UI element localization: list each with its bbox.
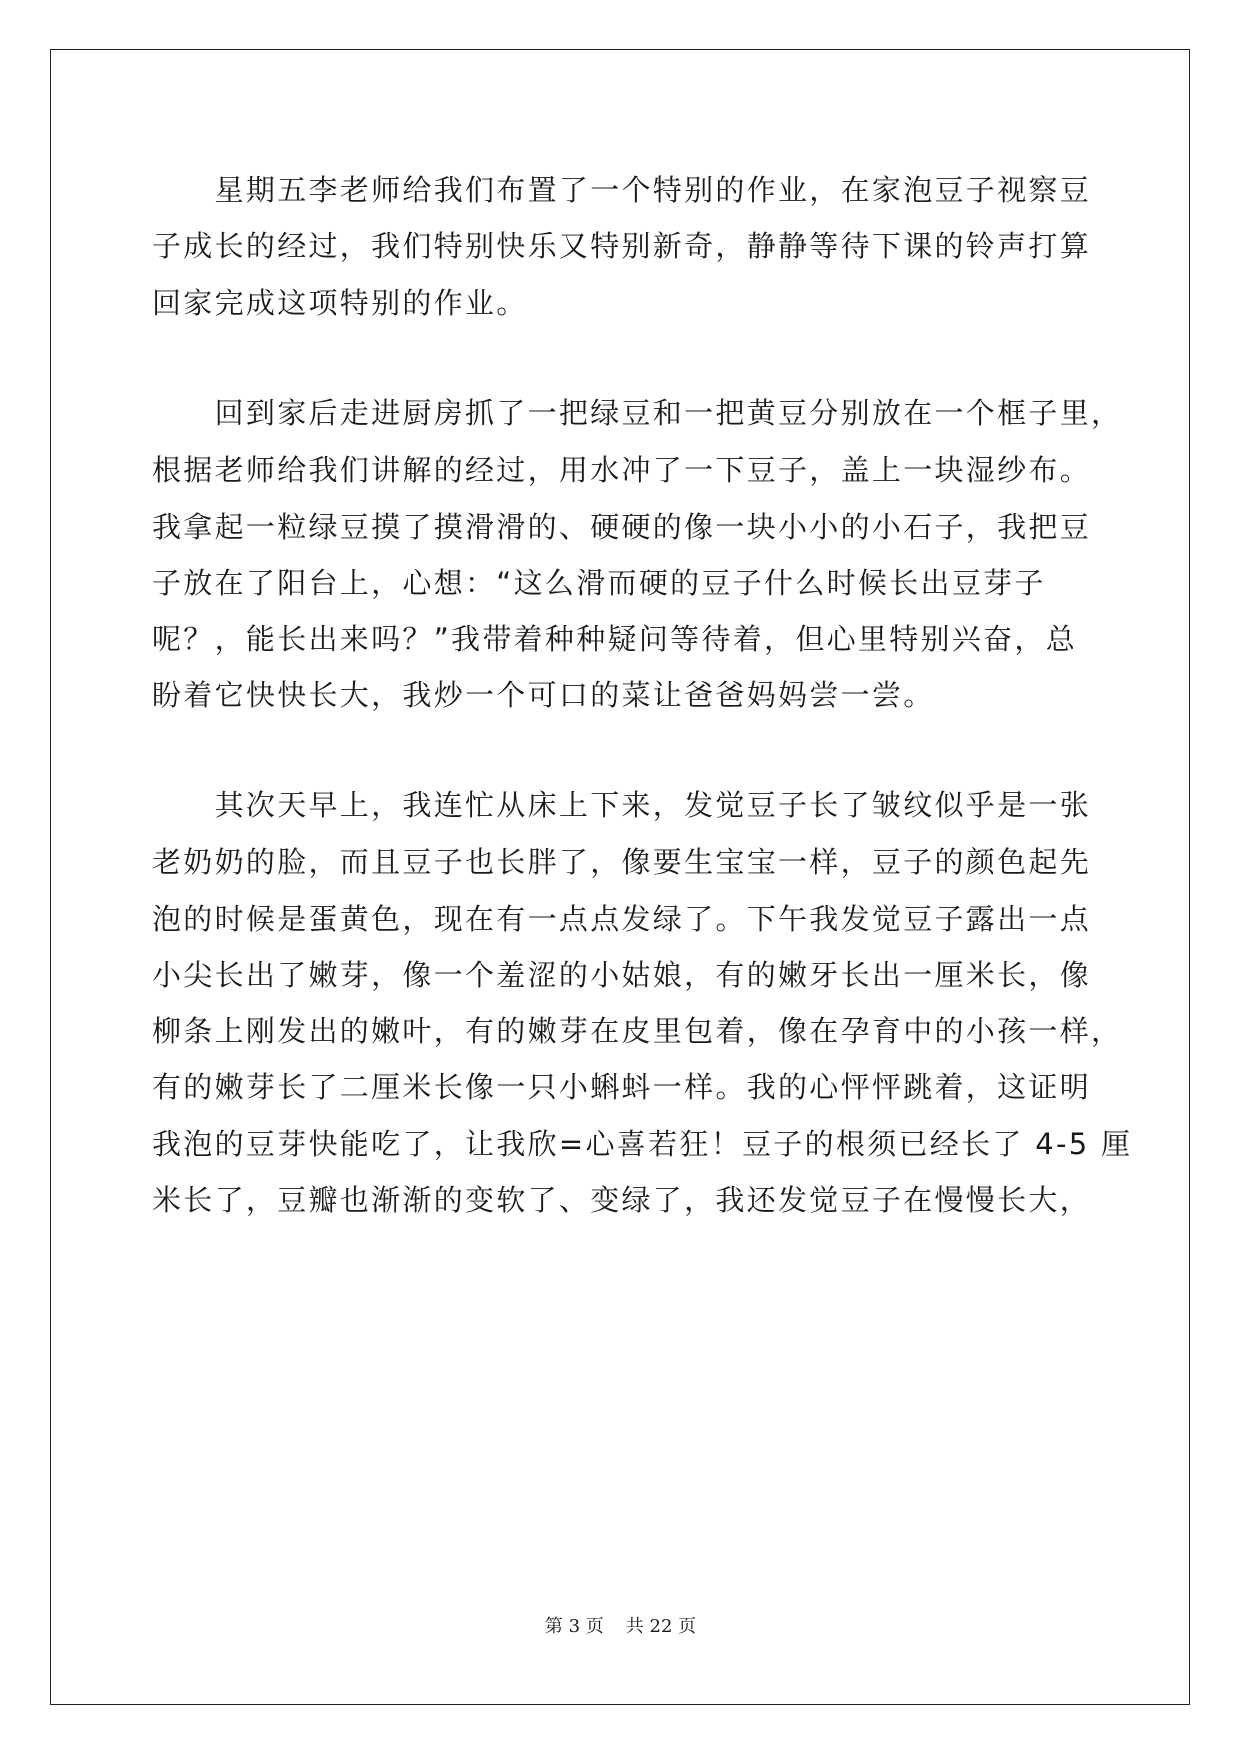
text-line: 柳条上刚发出的嫩叶，有的嫩芽在皮里包着，像在孕育中的小孩一样，	[152, 1014, 1123, 1048]
text-line: 小尖长出了嫩芽，像一个羞涩的小姑娘，有的嫩牙长出一厘米长，像	[152, 958, 1092, 992]
text-line: 有的嫩芽长了二厘米长像一只小蝌蚪一样。我的心怦怦跳着，这证明	[152, 1070, 1092, 1104]
text-line: 其次天早上，我连忙从床上下来，发觉豆子长了皱纹似乎是一张	[152, 788, 1092, 822]
text-line: 子放在了阳台上，心想：“这么滑而硬的豆子什么时候长出豆芽子	[152, 566, 1046, 600]
text-line: 米长了，豆瓣也渐渐的变软了、变绿了，我还发觉豆子在慢慢长大，	[152, 1183, 1092, 1217]
text-line: 回到家后走进厨房抓了一把绿豆和一把黄豆分别放在一个框子里，	[152, 396, 1123, 430]
text-line: 我泡的豆芽快能吃了，让我欣=心喜若狂！豆子的根须已经长了 4-5 厘	[152, 1127, 1133, 1161]
text-line: 根据老师给我们讲解的经过，用水冲了一下豆子，盖上一块湿纱布。	[152, 453, 1092, 487]
text-line: 老奶奶的脸，而且豆子也长胖了，像要生宝宝一样，豆子的颜色起先	[152, 845, 1092, 879]
page-number: 第 3 页	[544, 1616, 604, 1637]
text-line: 呢？，能长出来吗？”我带着种种疑问等待着，但心里特别兴奋，总	[152, 622, 1078, 656]
text-line: 泡的时候是蛋黄色，现在有一点点发绿了。下午我发觉豆子露出一点	[152, 902, 1092, 936]
text-line: 回家完成这项特别的作业。	[152, 286, 528, 320]
text-line: 盼着它快快长大，我炒一个可口的菜让爸爸妈妈尝一尝。	[152, 678, 935, 712]
text-line: 子成长的经过，我们特别快乐又特别新奇，静静等待下课的铃声打算	[152, 229, 1092, 263]
text-line: 我拿起一粒绿豆摸了摸滑滑的、硬硬的像一块小小的小石子，我把豆	[152, 510, 1092, 544]
page-total: 共 22 页	[625, 1616, 697, 1637]
page-footer	[0, 1612, 1241, 1638]
text-line: 星期五李老师给我们布置了一个特别的作业，在家泡豆子视察豆	[152, 173, 1092, 207]
